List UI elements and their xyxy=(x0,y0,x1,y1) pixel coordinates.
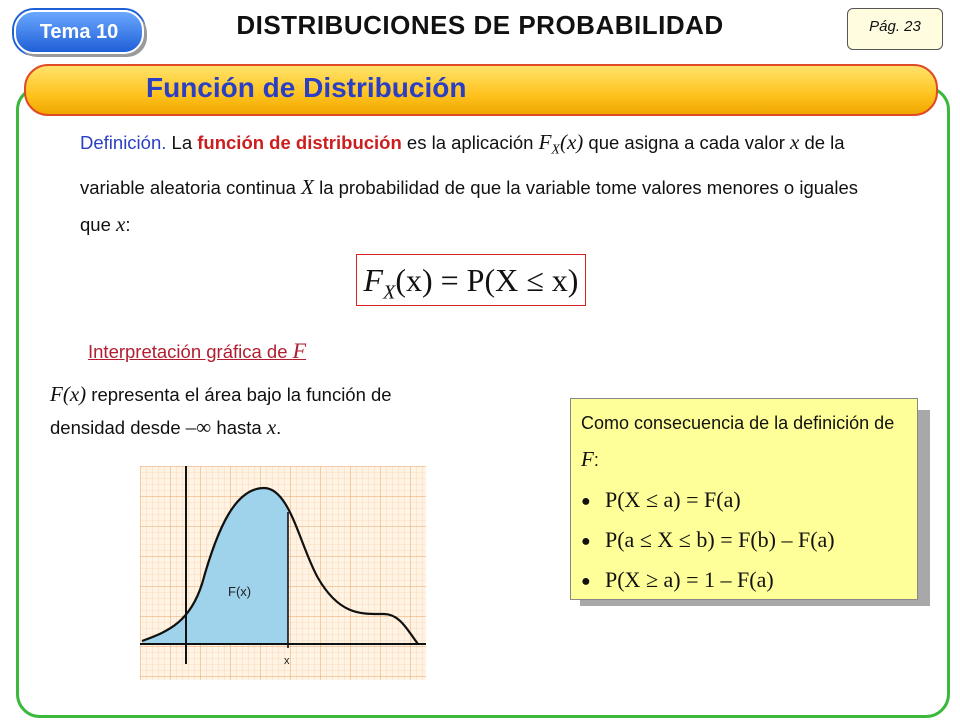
area-label: F(x) xyxy=(228,584,252,599)
definition-text-1: es la aplicación xyxy=(406,132,534,153)
density-graph xyxy=(140,466,426,680)
consequences-intro xyxy=(581,405,901,478)
area-x: x xyxy=(266,415,277,439)
section-title: Función de Distribución xyxy=(146,72,467,103)
formula-sub: X xyxy=(383,281,396,304)
area-Fx: F(x) xyxy=(50,382,87,406)
definition-text-3: de la variable aleatoria continua xyxy=(80,132,845,198)
bullet-icon: ● xyxy=(581,572,591,590)
area-end: . xyxy=(276,417,282,438)
X-var: X xyxy=(301,174,314,199)
x-var-1: x xyxy=(790,130,800,154)
fx-subscript: X xyxy=(551,142,560,158)
consequence-item: ● P(X ≥ a) = 1 – F(a) xyxy=(581,561,911,601)
fx-symbol: F xyxy=(538,130,552,154)
formula-F: F xyxy=(363,262,384,298)
minus-infinity: –∞ xyxy=(185,415,212,439)
definition-intro: Definición. xyxy=(80,132,167,153)
interpretation-label: Interpretación gráfica de xyxy=(88,341,288,362)
consequence-item: ● P(a ≤ X ≤ b) = F(b) – F(a) xyxy=(581,521,911,561)
consequences-box xyxy=(570,398,918,600)
consequence-item: ● P(X ≤ a) = F(a) xyxy=(581,481,911,521)
formula-rest: (x) = P(X ≤ x) xyxy=(395,262,579,298)
tema-badge[interactable]: Tema 10 xyxy=(14,10,144,54)
consequences-list xyxy=(581,481,911,601)
header-title: DISTRIBUCIONES DE PROBABILIDAD xyxy=(236,10,724,40)
definition-la: La xyxy=(171,132,193,153)
fx-argument: (x) xyxy=(559,130,584,154)
interpretation-F: F xyxy=(292,338,307,363)
consequences-F: F xyxy=(581,447,594,471)
bullet-icon: ● xyxy=(581,532,591,550)
consequences-colon: : xyxy=(593,450,599,470)
x-label: x xyxy=(284,655,290,667)
page-number: Pág. 23 xyxy=(847,8,943,50)
definition-text-2: que asigna a cada valor xyxy=(588,132,785,153)
definition-paragraph xyxy=(80,124,890,243)
area-text-1: representa el área bajo la función de densidad desde xyxy=(50,384,392,438)
bullet-icon: ● xyxy=(581,492,591,510)
consequences-intro-text: Como consecuencia de la definición de xyxy=(581,413,895,433)
formula-box xyxy=(356,254,586,306)
definition-colon: : xyxy=(125,213,131,235)
definition-text-4: la probabilidad de que la variable tome valores menores o iguales que xyxy=(80,176,858,235)
interpretation-heading xyxy=(88,338,306,364)
x-var-2: x xyxy=(116,211,126,236)
definition-term: función de distribución xyxy=(197,132,402,153)
area-explanation xyxy=(50,378,470,444)
area-text-2: hasta xyxy=(216,417,262,438)
